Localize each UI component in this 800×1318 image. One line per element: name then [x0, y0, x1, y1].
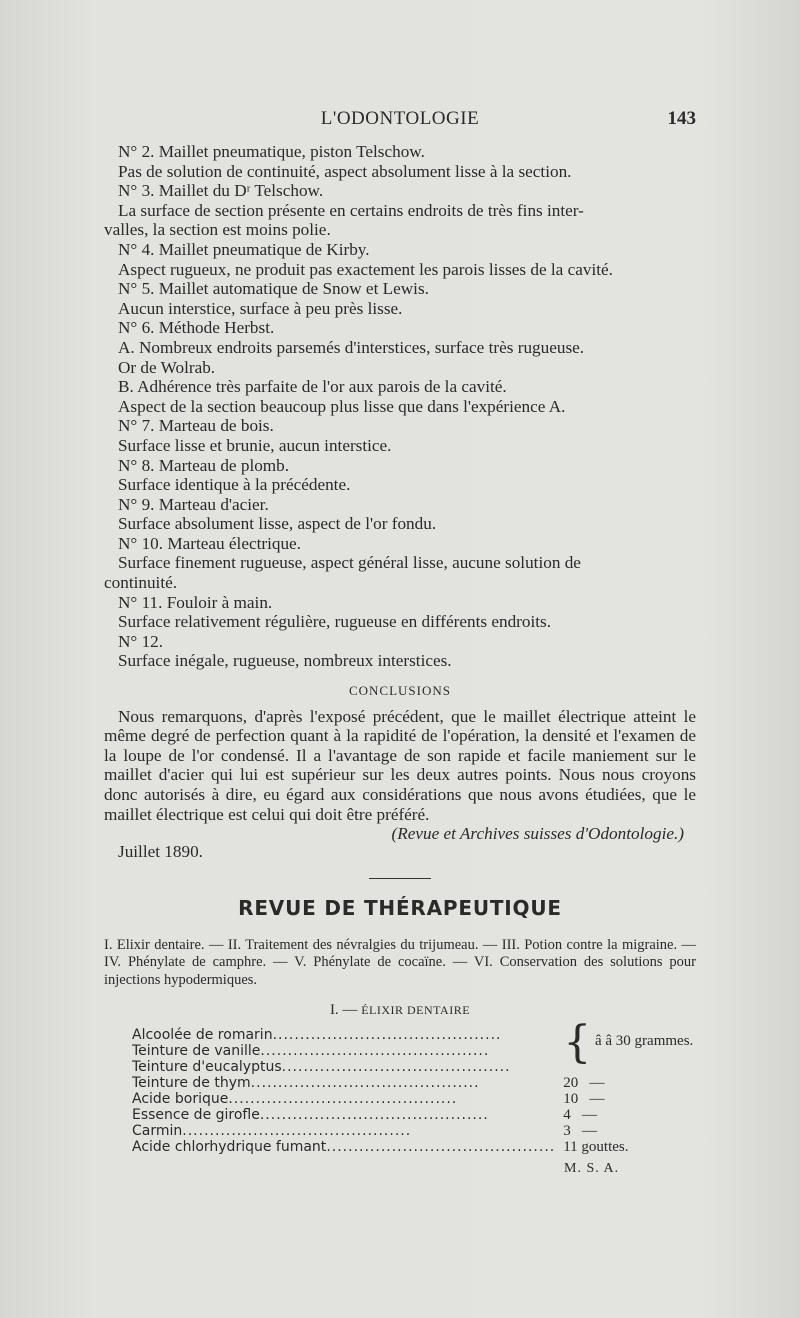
experiment-line: Aspect de la section beaucoup plus lisse que dans l'expérience A. — [118, 396, 566, 416]
experiments-list — [104, 142, 696, 671]
ingredient-quantity: 4 — — [563, 1107, 597, 1124]
ingredient-label: Teinture de vanille — [132, 1043, 261, 1060]
conclusions-paragraph: Nous remarquons, d'après l'exposé précédent, que le maillet électrique atteint le même degré de perfection quant à la rapidité de l'opération, la densité et l'examen de la loupe de l'or condensé. Il a l'avantage de son rapide et facile maniement sur le maillet d'acier qui lui est supérieur sur les deux autres points. Nous nous croyons donc autorisés à dire, eu égard aux considérations que nous avons étudiées, que le maillet électrique est celui qui doit être préféré. — [104, 706, 696, 824]
ingredient-name — [132, 1059, 555, 1075]
date-line: Juillet 1890. — [118, 841, 203, 861]
experiment-line: N° 9. Marteau d'acier. — [118, 494, 269, 514]
experiment-line: B. Adhérence très parfaite de l'or aux parois de la cavité. — [118, 377, 507, 397]
experiment-line: N° 12. — [118, 631, 164, 651]
ingredient-label: Carmin — [132, 1123, 183, 1140]
leader-dots: .......................................... — [250, 1075, 480, 1092]
subsection-heading — [104, 1001, 696, 1021]
section-summary: I. Elixir dentaire. — II. Traitement des névralgies du trijumeau. — III. Potion contre la migraine. — IV. Phénylate de camphre. — V. Phénylate de cocaïne. — VI. Conservation des solutions pour injections hypodermiques. — [104, 936, 696, 988]
leader-dots: .......................................... — [272, 1027, 502, 1044]
brace-icon: { — [563, 1017, 592, 1069]
leader-dots: .......................................... — [228, 1091, 458, 1108]
ingredient-quantity: 10 — — [563, 1091, 605, 1108]
recipe-row — [132, 1027, 696, 1043]
experiment-line: Aucun interstice, surface à peu près lisse. — [118, 298, 403, 318]
experiment-line: N° 2. Maillet pneumatique, piston Telschow. — [118, 142, 425, 161]
experiment-line: N° 8. Marteau de plomb. — [118, 455, 290, 475]
recipe-row — [132, 1123, 696, 1139]
page-body — [104, 142, 696, 1179]
experiment-line: continuité. — [104, 573, 178, 593]
leader-dots: .......................................... — [182, 1123, 412, 1140]
experiment-line: N° 5. Maillet automatique de Snow et Lewis. — [118, 279, 429, 299]
leader-dots: .......................................... — [281, 1059, 511, 1076]
ingredient-label: Teinture de thym — [132, 1075, 251, 1092]
experiment-line: Or de Wolrab. — [118, 357, 216, 377]
experiment-line: N° 4. Maillet pneumatique de Kirby. — [118, 239, 370, 259]
running-title: L'ODONTOLOGIE — [320, 108, 480, 129]
recipe-table — [132, 1017, 696, 1156]
leader-dots: .......................................... — [326, 1139, 556, 1156]
experiment-line: N° 3. Maillet du Dʳ Telschow. — [118, 181, 324, 201]
ingredient-name — [132, 1043, 555, 1059]
section-title: REVUE DE THÉRAPEUTIQUE — [238, 896, 562, 921]
recipe-row — [132, 1107, 696, 1123]
leader-dots: .......................................... — [260, 1043, 490, 1060]
prescription-signature: M. S. A. — [564, 1161, 620, 1177]
ingredient-quantity-grouped — [555, 1017, 696, 1075]
experiment-line: N° 10. Marteau électrique. — [118, 533, 301, 553]
experiment-line: Surface relativement régulière, rugueuse en différents endroits. — [118, 612, 552, 632]
subsection-title: ÉLIXIR DENTAIRE — [361, 1003, 471, 1018]
ingredient-label: Acide borique — [132, 1091, 229, 1108]
recipe-row — [132, 1091, 696, 1107]
subsection-number: I. — — [329, 1002, 358, 1019]
experiment-line: Surface inégale, rugueuse, nombreux interstices. — [118, 651, 452, 671]
ingredient-name — [132, 1139, 555, 1155]
ingredient-quantity: 3 — — [563, 1123, 597, 1140]
ingredient-name — [132, 1027, 555, 1043]
experiment-line: Surface absolument lisse, aspect de l'or fondu. — [118, 514, 437, 534]
source-citation: (Revue et Archives suisses d'Odontologie.) — [391, 824, 684, 844]
experiment-line: La surface de section présente en certains endroits de très fins inter- — [118, 200, 584, 220]
page-number: 143 — [667, 108, 696, 129]
ingredient-name — [132, 1107, 555, 1123]
page-header — [104, 108, 696, 134]
experiment-line: N° 11. Fouloir à main. — [118, 592, 273, 612]
section-divider — [369, 878, 431, 879]
experiment-line: Surface finement rugueuse, aspect général lisse, aucune solution de — [118, 553, 581, 573]
ingredient-name — [132, 1075, 555, 1091]
ingredient-label: Teinture d'eucalyptus — [132, 1059, 282, 1076]
ingredient-label: Alcoolée de romarin — [132, 1027, 273, 1044]
ingredient-name — [132, 1091, 555, 1107]
experiment-line: valles, la section est moins polie. — [104, 220, 331, 240]
recipe-row — [132, 1075, 696, 1091]
leader-dots: .......................................... — [259, 1107, 489, 1124]
ingredient-label: Essence de girofle — [132, 1107, 260, 1124]
experiment-line: N° 6. Méthode Herbst. — [118, 318, 275, 338]
experiment-line: Pas de solution de continuité, aspect absolument lisse à la section. — [118, 161, 572, 181]
ingredient-label: Acide chlorhydrique fumant — [132, 1139, 327, 1156]
experiment-line: Surface lisse et brunie, aucun interstice. — [118, 435, 392, 455]
experiment-line: Surface identique à la précédente. — [118, 475, 351, 495]
ingredient-quantity: 20 — — [563, 1075, 605, 1092]
experiment-line: N° 7. Marteau de bois. — [118, 416, 274, 436]
ingredient-quantity: 11 gouttes. — [563, 1139, 629, 1156]
recipe-row — [132, 1139, 696, 1155]
ingredient-name — [132, 1123, 555, 1139]
experiment-line: Aspect rugueux, ne produit pas exactement les parois lisses de la cavité. — [118, 259, 613, 279]
experiment-line: A. Nombreux endroits parsemés d'interstices, surface très rugueuse. — [118, 337, 585, 357]
conclusions-heading: CONCLUSIONS — [348, 683, 451, 699]
grouped-quantity: â â 30 grammes. — [594, 1033, 694, 1050]
